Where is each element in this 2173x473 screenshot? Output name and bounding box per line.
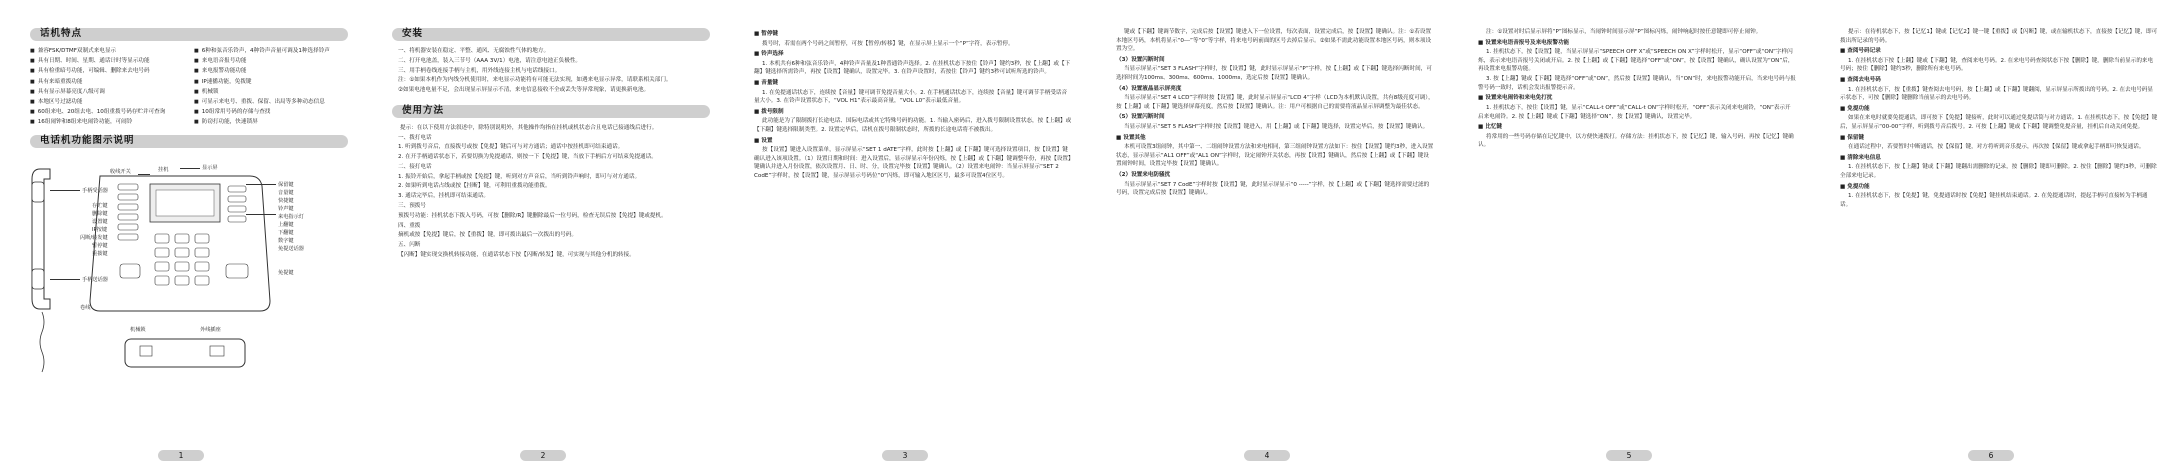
- block-heading: ■ 设置: [754, 137, 773, 144]
- block-heading: ■ 拨号限制: [754, 108, 784, 115]
- page-6-text: [1840, 28, 2158, 210]
- label-pause: 暂停键: [92, 242, 108, 249]
- label-indicator: 来电指示灯: [278, 213, 304, 220]
- label-hook: 挂机: [158, 166, 169, 173]
- feature-item: ■ 机械锁: [194, 88, 348, 97]
- page-6: [1810, 0, 2172, 473]
- section-header-diagram: 电话机功能图示说明: [30, 135, 348, 148]
- feature-item: ■ 具有显示屏幕亮度八级可调: [30, 88, 184, 97]
- label-lock: 机械锁: [130, 326, 146, 333]
- block-heading: （5）设置闪断时间: [1116, 114, 1165, 121]
- install-item: 一、将机器安装在稳定、平整、通风、无腐蚀性气体的地方。: [398, 48, 550, 54]
- block-text: 拨号时，若需在两个号码之间暂停，可按【暂停/转移】键，在显示屏上显示一个“P”字符，表示暂停。: [762, 40, 1014, 47]
- feature-item: ■ 本地区号过滤功能: [30, 98, 184, 107]
- phone-illustration: [30, 154, 348, 384]
- label-keypad: 数字键: [278, 237, 294, 244]
- section-header-features: 话机特点: [30, 28, 348, 41]
- block-heading: ■ 设置来电闹铃和来电免打扰: [1478, 95, 1553, 102]
- block-heading: ■ 铃声选择: [754, 51, 784, 58]
- features-right-list: [194, 47, 348, 129]
- usage-item: 2. 如果听到电话占线或按【挂断】键，可利用重拨功能重拨。: [398, 183, 551, 190]
- usage-item: 2. 在开手柄通话状态下，若要切换为免提通话，则按一下【免提】键，当放下手柄后方可结束免提通话。: [398, 154, 657, 161]
- label-up: 上翻键: [278, 221, 294, 228]
- features-left-list: [30, 47, 184, 129]
- feature-item: ■ 具有日期、时间、星期、通话计时等显示功能: [30, 57, 184, 66]
- feature-item: ■ IP速播功能，免拨键: [194, 78, 348, 87]
- page-4: [1086, 0, 1448, 473]
- page-number: 6: [1968, 450, 2014, 461]
- block-heading: （2）设置来电防骚扰: [1116, 171, 1171, 178]
- block-text: 1. 在挂机状态下，按【上翻】键或【下翻】键翻出需删除的记录，按【删除】键即可删除。2. 按住【删除】键约3秒，可删除全部来电记录。: [1840, 164, 2157, 179]
- block-text: 当显示屏显示“SET 5 FLASH”字样时按【设置】键进入，用【上翻】或【下翻】键选择，设置完毕后，按【设置】键确认。: [1124, 123, 1429, 130]
- feature-item: ■ 来电语音报号功能: [194, 57, 348, 66]
- block-text: 1. 在挂机状态下按【上翻】键或【下翻】键，查阅来电号码。2. 在来电号码查阅状态下按【删除】键，删除当前显示的来电号码；按住【删除】键约3秒，删除所有来电号码。: [1840, 57, 2154, 73]
- block-text: 注：①设置对时后显示屏将“P”图标显示，当闹钟时间显示屏“P”图标闪烁，闹钟响起时按任意键即可停止闹钟。: [1486, 29, 1762, 35]
- block-heading: ■ 设置来电语音报号及来电报警功能: [1478, 39, 1570, 46]
- usage-item: 一、拨打电话: [398, 134, 432, 141]
- block-text: 按【设置】键进入设置菜单，显示屏显示“SET 1 dATE”字样，此时按【上翻】或【下翻】键可选择设置项目，按【设置】键确认进入该项设置。（1）设置日期和时间：进入设置后，显示屏显示年份闪烁，按【上翻】或【下翻】键调整年份，再按【设置】键确认并进入月份设置，依次设置月、日、时、分，设置完毕按【设置】键确认。（2）设置来电闹钟：当显示屏显示“SET 2 CodE”字样时，按【设置】键，显示屏显示号码位“0”闪烁，即可输入地区区号，最多可设置4位区号。: [754, 147, 1071, 179]
- label-mic: 手柄送话器: [82, 276, 108, 283]
- usage-list: [392, 134, 710, 260]
- usage-item: 摘机或按【免提】键后，按【重拨】键，即可拨出最后一次拨出的号码。: [398, 232, 578, 239]
- block-text: 在通话过程中，若要暂时中断通话，按【保留】键，对方将听到音乐提示，再次按【保留】键或拿起手柄即可恢复通话。: [1848, 144, 2145, 151]
- label-receiver: 免提送话器: [278, 245, 304, 252]
- label-redial: 重拨键: [92, 250, 108, 257]
- block-heading: ■ 免提功能: [1840, 183, 1870, 190]
- page-2: [362, 0, 724, 473]
- install-item: ②如果电池电量不足，会出现显示屏显示不清，来电信息接收不全或丢失等异常现象，请更换新电池。: [398, 87, 650, 94]
- label-cradle: 收线开关: [110, 168, 131, 175]
- page-number: 3: [882, 450, 928, 461]
- block-heading: ■ 比忆键: [1478, 124, 1503, 131]
- feature-item: ■ 兼容FSK/DTMF双制式来电显示: [30, 47, 184, 56]
- install-item: 二、打开电池盖，装入三节号（AAA 3V/1）电池，请注意电池正负极性。: [398, 57, 582, 64]
- feature-item: ■ 防窃打功能，快速锁屏: [194, 118, 348, 127]
- label-lcd: 显示屏: [202, 164, 218, 171]
- block-text: 1. 挂机状态下，按【设置】键，当显示屏显示“SPEECH OFF X”或“SPEECH ON X”字样时松开，显示“OFF”或“ON”字样闪烁，表示来电语音报号关闭或开启。2. 按【上翻】或【下翻】键选择“OFF”或“ON”，按【设置】键确认，确认设置为“ON”后，再设置来电报警功能。: [1478, 49, 1794, 73]
- phone-diagram: [30, 154, 348, 384]
- page-4-text: [1116, 28, 1434, 199]
- usage-item: 【闪断】键实现交换机转接功能，在通话状态下按【闪断/转发】键，可实现与其他分机的转接。: [398, 251, 635, 258]
- block-heading: ■ 免提功能: [1840, 105, 1870, 112]
- usage-item: 1. 听到拨号音后，直接拨号或按【免提】键后可与对方通话；通话中按挂机即可结束通话。: [398, 144, 624, 151]
- label-settings: 设置键: [92, 218, 108, 225]
- label-volume: 音量键: [278, 189, 294, 196]
- block-text: 将常用的一些号码存储在记忆键中，以方便快速拨打。存储方法：挂机状态下，按【记忆】键，输入号码，再按【记忆】键确认。: [1478, 133, 1794, 149]
- block-text: 当显示屏显示“SET 4 LCD”字样时按【设置】键，此时显示屏显示“LCD 4”字样（LCD为本机默认设置，共有8级亮度可调），按【上翻】或【下翻】键选择屏幕亮度，然后按【设置】键确认。注：用户可根据自己的需要将液晶显示屏调整为最佳状态。: [1116, 95, 1434, 110]
- page-number: 5: [1606, 450, 1652, 461]
- block-text: 键或【下翻】键调节数字，完成后按【设置】键进入下一位设置，每次表面，设置完成后，按【设置】键确认。注：①若设置本地区号码，本机将显示“0---”等“0”等字样，将来电号码前面的区号去掉后显示。②如果不需此功能设置本地区号码，则本项设置为空。: [1116, 29, 1432, 53]
- block-text: 当显示屏显示“SET 3 FLASH”字样时，按【设置】键，此时显示屏显示“P”字样，按【上翻】或【下翻】键选择闪断时间，可选择时间为100ms、300ms、600ms、1000ms，选定后按【设置】键确认。: [1116, 66, 1432, 81]
- block-heading: ■ 保留键: [1840, 134, 1865, 141]
- page-1: [0, 0, 362, 473]
- page-5: [1448, 0, 1810, 473]
- label-ip: IP按键: [92, 226, 108, 233]
- block-heading: ■ 设置其他: [1116, 134, 1146, 141]
- usage-item: 四、重拨: [398, 222, 421, 229]
- block-text: 1. 在挂机状态下，按【免提】键，免提通话时按【免提】键挂机结束通话。2. 在免提通话时，提起手柄可直接转为手柄通话。: [1840, 193, 2148, 208]
- block-text: 1. 在挂机状态下，按【重拨】键查阅去电号码，按【上翻】或【下翻】键翻阅，显示屏显示所拨出的号码。2. 在去电号码显示状态下，可按【删除】键删除当前显示的去电号码。: [1840, 86, 2154, 102]
- page-number: 1: [158, 450, 204, 461]
- usage-item: 五、闪断: [398, 242, 421, 249]
- section-header-install: 安装: [392, 28, 710, 41]
- label-delete: 删除键: [92, 210, 108, 217]
- install-item: 三、用手柄卷线连接手柄与主机，用外线连接主机与电话线接口。: [398, 67, 561, 74]
- block-text: 3. 按【上翻】键或【下翻】键选择“OFF”或“ON”，然后按【设置】键确认，当“ON”时，来电报警功能开启，当来电号码与报警号码一致时，话机会发出报警提示音。: [1478, 76, 1796, 91]
- usage-intro: 提示：在以下使用方法叙述中，除特别说明外，其他操作均指在挂机或机状态合且电话已接通线后进行。: [400, 124, 658, 131]
- block-heading: ■ 查阅去电号码: [1840, 76, 1881, 83]
- page-3: [724, 0, 1086, 473]
- label-ring: 铃声键: [278, 205, 294, 212]
- label-handsfree: 免提键: [278, 269, 294, 276]
- block-text: 此功能是为了限制拨打长途电话、国际电话或其它特殊号码的功能。1. 当输入密码后，进入拨号限制设置状态，按【上翻】或【下翻】键选择限制类型。2. 设置完毕后，话机在拨号限制状态时，所拨的长途电话将不被拨出。: [754, 118, 1072, 133]
- feature-item: ■ 6种和弦音乐铃声，4种铃声音量可调及1种选择铃声: [194, 47, 348, 56]
- install-list: [392, 47, 710, 95]
- install-item: 注：①如果本机作为内线分机使用时，来电显示功能将有可能无法实现，如遇来电显示异常，请联系相关部门。: [398, 77, 672, 84]
- feature-item: ■ 16组闹钟和8组来电闹铃功能，可闹铃: [30, 118, 184, 127]
- block-heading: （3）设置闪断时间: [1116, 56, 1165, 63]
- feature-item: ■ 具有来暗重拨功能: [30, 78, 184, 87]
- feature-item: ■ 可显示来电号、重拨、保留、出局等多种动态信息: [194, 98, 348, 107]
- page-5-text: [1478, 28, 1796, 151]
- label-memory: 存贮键: [92, 202, 108, 209]
- block-heading: ■ 清除来电信息: [1840, 154, 1881, 161]
- usage-item: 三、预拨号: [398, 202, 426, 209]
- usage-item: 3. 通话完毕后，挂机即可结束通话。: [398, 193, 490, 200]
- section-header-usage: 使用方法: [392, 105, 710, 118]
- block-text: 1. 挂机状态下，按住【设置】键，显示“CALL-t OFF”或“CALL-t ON”字样时松开，“OFF”表示关闭来电闹铃，“ON”表示开启来电闹铃。2. 按【上翻】键或【下翻】键选择“ON”，按【设置】键确认，设置完毕。: [1478, 104, 1791, 120]
- block-heading: （4）设置液晶显示屏亮度: [1116, 85, 1182, 92]
- feature-item: ■ 来电报警功能功能: [194, 67, 348, 76]
- block-text: 如果在来电时就要免提通话，即可按下【免提】键接听，此时可以通过免提话筒与对方通话。1. 在挂机状态下，按【免提】键后，显示屏显示“00-00”字样，听到拨号音后拨号。2. 可按【上翻】键或【下翻】键调整免提音量，挂机后自动关闭免提。: [1840, 115, 2158, 130]
- label-down: 下翻键: [278, 229, 294, 236]
- page-number: 4: [1244, 450, 1290, 461]
- label-line-in: 外线插座: [200, 326, 221, 333]
- label-hold: 保留键: [278, 181, 294, 188]
- block-text: 当显示屏显示“SET 7 CodE”字样时按【设置】键，此时显示屏显示“0 -----”字样，按【上翻】或【下翻】键选择需要过滤的号码，设置完成后按【设置】键确认。: [1116, 181, 1430, 197]
- usage-item: 二、接打电话: [398, 163, 432, 170]
- usage-item: 预拨号功能：挂机状态下拨入号码，可按【删除/R】键删除最后一位号码，检查无误后按【免提】键或提机。: [398, 212, 667, 219]
- block-text: 提示：在待机状态下，按【记忆1】键或【记忆2】键一键【重拨】或【闪断】键，或在输机状态下，直接按【记忆】键，即可拨出所记录的号码。: [1840, 29, 2158, 44]
- block-text: 本机可设置3组闹钟，其中第一、二组闹钟设置方法和来电相同，第三组闹钟设置方法如下：按住【设置】键约3秒，进入设置状态，显示屏显示“AL1 OFF”或“AL1 ON”字样时，设定闹钟开关状态，再按【设置】键确认，然后按【上翻】或【下翻】键设置闹钟时间，设置完毕按【设置】键确认。: [1116, 144, 1434, 168]
- label-speed: 快捷键: [278, 197, 294, 204]
- feature-item: ■ 10组常用号码的存储与查找: [194, 108, 348, 117]
- page-number: 2: [520, 450, 566, 461]
- block-text: 1. 本机共有6种和弦音乐铃声，4种铃声音量及1种普通铃声选择。2. 在挂机状态下按住【铃声】键约3秒，按【上翻】或【下翻】键选择所需铃声，再按【设置】键确认，设置完毕。3. 在铃声设置时，若按住【铃声】键约3秒可试听所选的铃声。: [754, 60, 1071, 76]
- usage-item: 1. 振铃开始后，拿起手柄或按【免提】键，听到对方声音后，当听到铃声响时，即可与对方通话。: [398, 173, 641, 180]
- coil-cord: [40, 312, 44, 372]
- label-cord: 卷线: [80, 304, 91, 311]
- block-heading: ■ 查阅号码记录: [1840, 48, 1881, 55]
- feature-item: ■ 60组来电、20组去电、10组重拨号码存贮并可查询: [30, 108, 184, 117]
- block-heading: ■ 音量键: [754, 79, 779, 86]
- label-handset: 手柄受话器: [82, 187, 108, 194]
- page-3-text: [754, 28, 1072, 182]
- feature-item: ■ 具有检重暗号功能，可编辑、删除来去电号码: [30, 67, 184, 76]
- block-heading: ■ 暂停键: [754, 31, 779, 37]
- block-text: 1. 在免提通话状态下，连续按【音量】键可调节免提音量大小。2. 在手柄通话状态下，连续按【音量】键可调节手柄受话音量大小。3. 在铃声设置状态下，“VOL H1”表示最高音量，“VOL L0”表示最低音量。: [754, 89, 1068, 105]
- label-flash: 闪断/转发键: [80, 234, 108, 241]
